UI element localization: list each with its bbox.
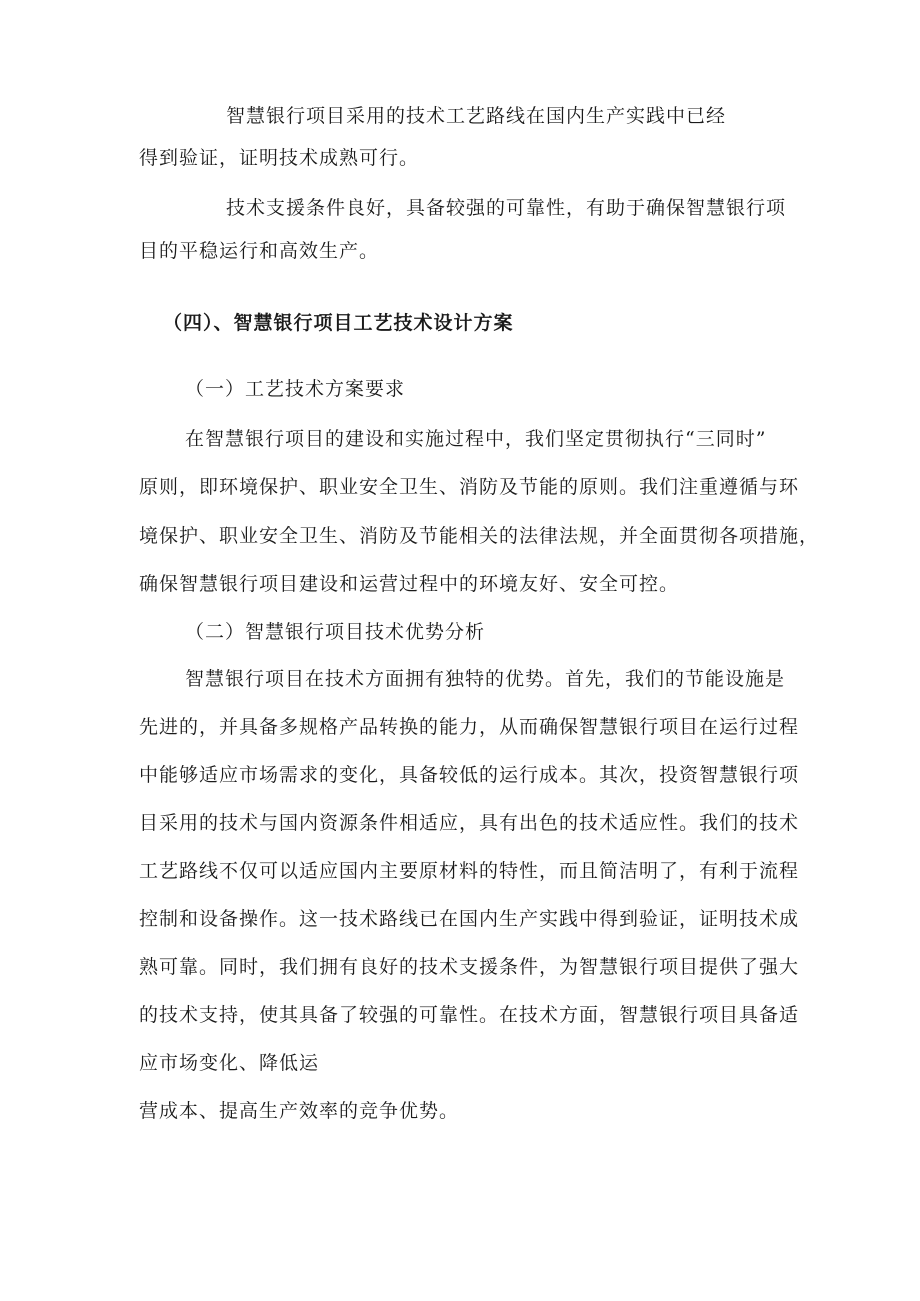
paragraph-line: 营成本、提高生产效率的竞争优势。	[139, 1100, 460, 1122]
paragraph-line: 先进的，并具备多规格产品转换的能力，从而确保智慧银行项目在运行过程	[139, 716, 800, 738]
paragraph-line: 原则，即环境保护、职业安全卫生、消防及节能的原则。我们注重遵循与环	[139, 476, 800, 498]
paragraph-line: 在智慧银行项目的建设和实施过程中，我们坚定贯彻执行“三同时”	[185, 428, 767, 450]
paragraph-line: 智慧银行项目采用的技术工艺路线在国内生产实践中已经	[226, 105, 727, 127]
paragraph-line: 中能够适应市场需求的变化，具备较低的运行成本。其次，投资智慧银行项	[139, 764, 800, 786]
paragraph-line: 应市场变化、降低运	[139, 1052, 320, 1074]
paragraph-line: 控制和设备操作。这一技术路线已在国内生产实践中得到验证，证明技术成	[139, 908, 800, 930]
paragraph-line: 得到验证，证明技术成熟可行。	[139, 147, 420, 169]
subsection-heading: （二）智慧银行项目技术优势分析	[185, 621, 486, 643]
paragraph-line: 确保智慧银行项目建设和运营过程中的环境友好、安全可控。	[139, 573, 680, 595]
paragraph-line: 熟可靠。同时，我们拥有良好的技术支援条件，为智慧银行项目提供了强大	[139, 956, 800, 978]
paragraph-line: 智慧银行项目在技术方面拥有独特的优势。首先，我们的节能设施是	[185, 668, 786, 690]
paragraph-line: 目采用的技术与国内资源条件相适应，具有出色的技术适应性。我们的技术	[139, 812, 800, 834]
paragraph-line: 工艺路线不仅可以适应国内主要原材料的特性，而且简洁明了，有利于流程	[139, 860, 800, 882]
section-heading: （四）、智慧银行项目工艺技术设计方案	[163, 312, 514, 334]
paragraph-line: 技术支援条件良好，具备较强的可靠性，有助于确保智慧银行项	[226, 197, 787, 219]
paragraph-line: 目的平稳运行和高效生产。	[139, 240, 380, 262]
paragraph-line: 的技术支持，使其具备了较强的可靠性。在技术方面，智慧银行项目具备适	[139, 1004, 800, 1026]
paragraph-line: 境保护、职业安全卫生、消防及节能相关的法律法规，并全面贯彻各项措施，	[139, 525, 820, 547]
subsection-heading: （一）工艺技术方案要求	[185, 378, 406, 400]
